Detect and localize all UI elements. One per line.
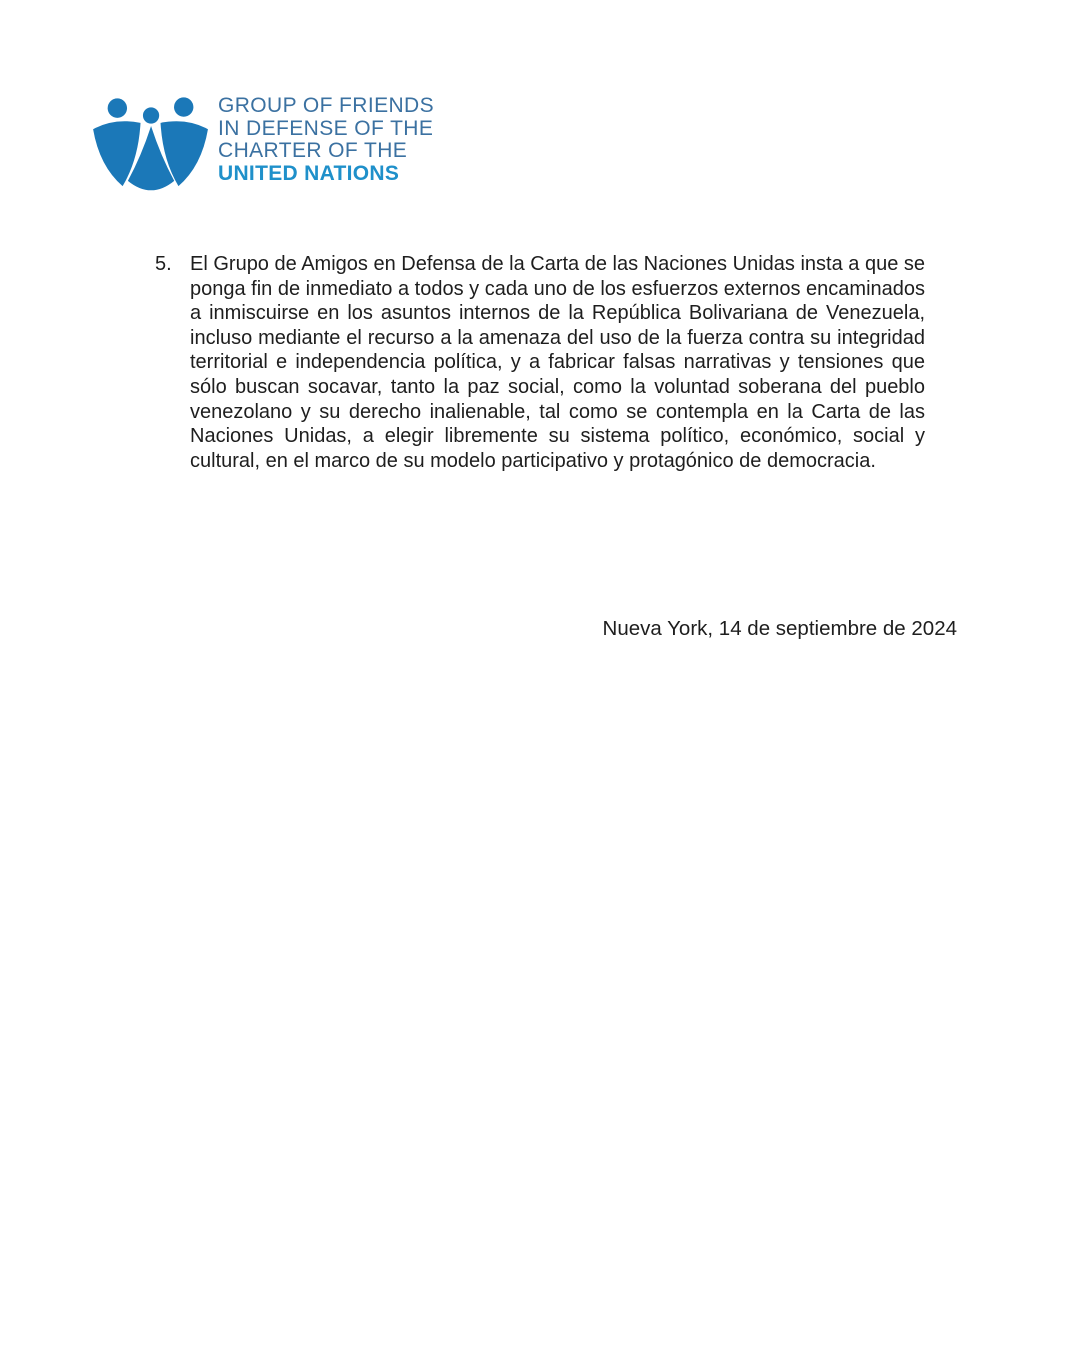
numbered-paragraph-5 bbox=[155, 252, 925, 473]
logo-text bbox=[218, 86, 434, 185]
paragraph-text: El Grupo de Amigos en Defensa de la Carta de las Naciones Unidas insta a que se ponga fin de inmediato a todos y cada uno de los esfuerzos externos encaminados a inmiscuirse en los asuntos internos de la República Bolivariana de Venezuela, incluso mediante el recurso a la amenaza del uso de la fuerza contra su integridad territorial e independencia política, y a fabricar falsas narrativas y tensiones que sólo buscan socavar, tanto la paz social, como la voluntad soberana del pueblo venezolano y su derecho inalienable, tal como se contempla en la Carta de las Naciones Unidas, a elegir libremente su sistema político, económico, social y cultural, en el marco de su modelo participativo y protagónico de democracia. bbox=[190, 253, 925, 472]
logo-line-4: UNITED NATIONS bbox=[218, 161, 400, 185]
dateline: Nueva York, 14 de septiembre de 2024 bbox=[602, 617, 957, 640]
group-of-friends-logo bbox=[91, 86, 434, 194]
three-figures-icon bbox=[91, 96, 209, 194]
logo-line-2: IN DEFENSE OF THE bbox=[218, 116, 434, 140]
logo-line-3: CHARTER OF THE bbox=[218, 139, 408, 162]
logo-line-1: GROUP OF FRIENDS bbox=[218, 94, 435, 117]
paragraph-number: 5. bbox=[155, 253, 172, 275]
